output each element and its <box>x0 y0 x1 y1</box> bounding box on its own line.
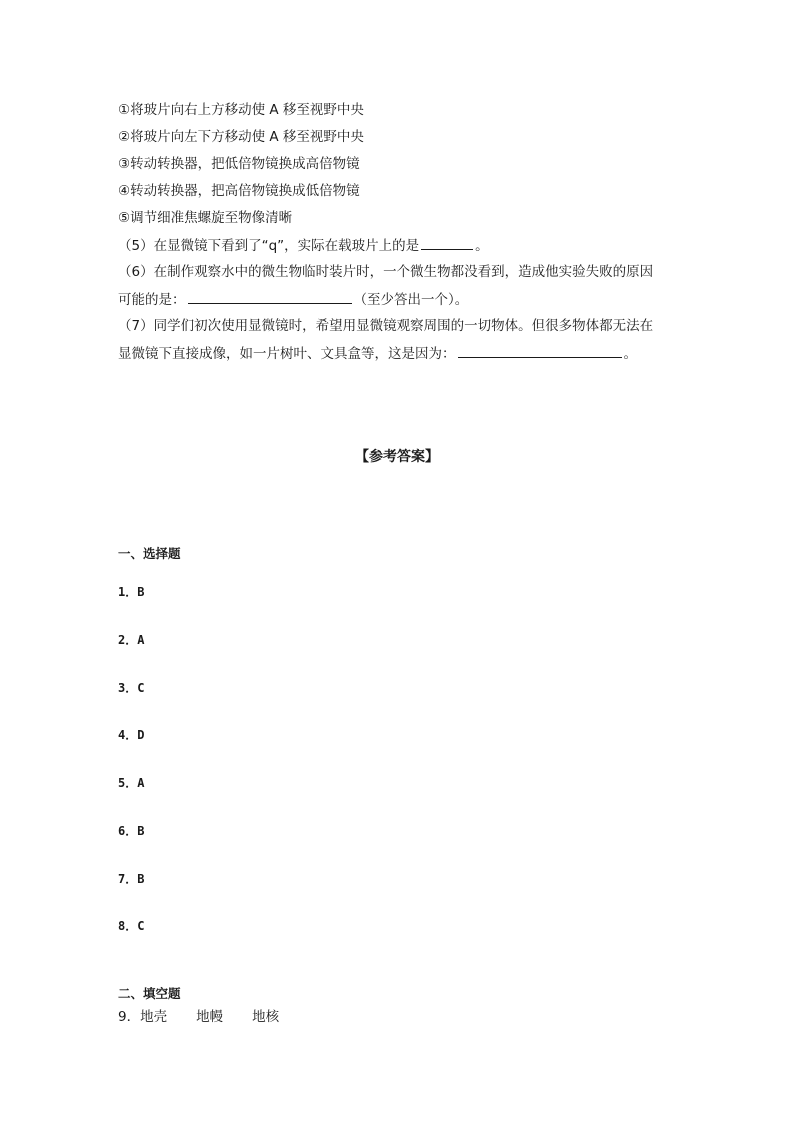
question-5 <box>118 235 489 256</box>
question-5-text: （5）在显微镜下看到了“q”，实际在载玻片上的是 <box>118 238 420 254</box>
question-6-suffix: （至少答出一个）。 <box>353 292 469 308</box>
answer-blank <box>421 235 473 250</box>
question-5-end: 。 <box>475 238 489 254</box>
answer-item: 3．C <box>118 681 145 695</box>
question-6-line-1: （6）在制作观察水中的微生物临时装片时，一个微生物都没看到，造成他实验失败的原因 <box>118 264 654 280</box>
fill-answer-9 <box>118 1005 279 1025</box>
answer-item: 4．D <box>118 728 145 742</box>
question-7-line-2 <box>118 343 637 364</box>
answer-item: 5．A <box>118 776 145 790</box>
answer-blank <box>458 343 622 358</box>
fill-item: 地幔 <box>196 1009 224 1025</box>
answer-blank <box>188 289 352 304</box>
answer-heading: 【参考答案】 <box>355 449 439 465</box>
question-7-suffix: 。 <box>623 346 637 362</box>
question-7-line-1: （7）同学们初次使用显微镜时，希望用显微镜观察周围的一切物体。但很多物体都无法在 <box>118 318 654 334</box>
answer-item: 7．B <box>118 872 145 886</box>
option-1: ①将玻片向右上方移动使 A 移至视野中央 <box>118 102 364 118</box>
option-5: ⑤调节细准焦螺旋至物像清晰 <box>118 210 293 226</box>
answer-item: 6．B <box>118 824 145 838</box>
fill-item: 地核 <box>252 1009 280 1025</box>
question-7-prefix: 显微镜下直接成像，如一片树叶、文具盒等，这是因为： <box>118 346 456 362</box>
option-3: ③转动转换器，把低倍物镜换成高倍物镜 <box>118 156 360 172</box>
option-4: ④转动转换器，把高倍物镜换成低倍物镜 <box>118 183 360 199</box>
question-6-line-2 <box>118 289 468 310</box>
section-2-title: 二、填空题 <box>118 986 181 1001</box>
answer-item: 2．A <box>118 633 145 647</box>
fill-number: 9． <box>118 1009 141 1025</box>
option-2: ②将玻片向左下方移动使 A 移至视野中央 <box>118 129 364 145</box>
section-1-title: 一、选择题 <box>118 546 181 561</box>
answer-item: 8．C <box>118 919 145 933</box>
fill-item: 地壳 <box>140 1009 168 1025</box>
question-6-prefix: 可能的是： <box>118 292 186 308</box>
answer-item: 1．B <box>118 585 145 599</box>
